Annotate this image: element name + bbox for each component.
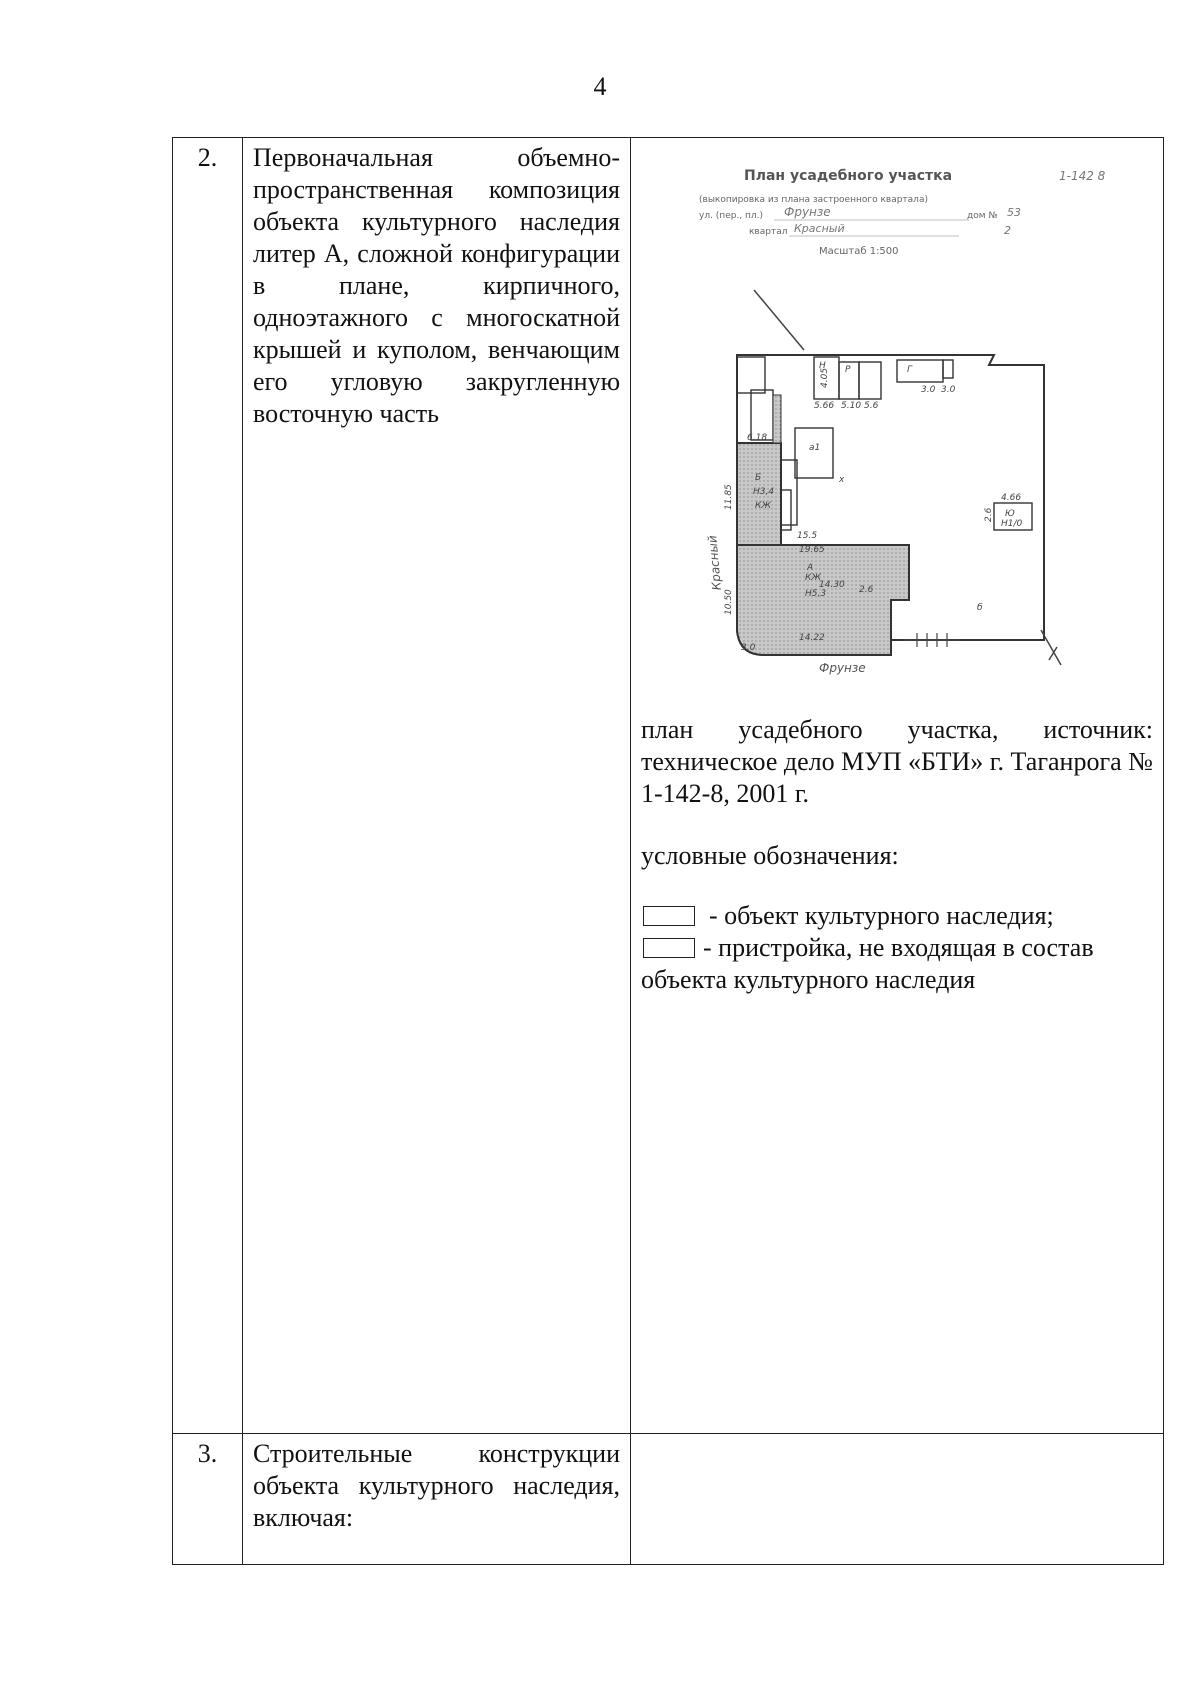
legend-item — [641, 932, 1153, 996]
plan-scale: Масштаб 1:500 — [819, 246, 899, 257]
svg-text:2.6: 2.6 — [859, 585, 874, 595]
svg-text:Б: Б — [755, 473, 762, 483]
plan-subtitle: (выкопировка из плана застроенного квартала) — [699, 195, 928, 205]
svg-text:5.10: 5.10 — [841, 401, 862, 411]
plan-quarter: Красный — [794, 222, 845, 235]
legend-text: - пристройка, не входящая в состав объекта культурного наследия — [641, 933, 1094, 994]
svg-text:Н1/0: Н1/0 — [1001, 519, 1023, 529]
north-arrow-icon — [754, 290, 804, 350]
svg-text:6.18: 6.18 — [747, 433, 768, 443]
row-description: Строительные конструкции объекта культурного наследия, включая: — [243, 1434, 631, 1565]
svg-text:14.22: 14.22 — [799, 633, 825, 643]
site-plan-drawing — [659, 160, 1119, 700]
svg-text:14.30: 14.30 — [819, 580, 845, 590]
svg-text:5.6: 5.6 — [864, 401, 879, 411]
plan-quarter-prefix: квартал — [749, 227, 788, 237]
street-label-left: Красный — [705, 534, 724, 591]
legend-item — [641, 900, 1153, 932]
attributes-table — [172, 137, 1164, 1565]
svg-text:15.5: 15.5 — [797, 531, 818, 541]
svg-text:11.85: 11.85 — [724, 484, 734, 510]
table-row — [173, 138, 1164, 1434]
svg-text:Ю: Ю — [1005, 509, 1015, 519]
svg-text:КЖ: КЖ — [805, 573, 822, 583]
svg-text:3.0: 3.0 — [741, 643, 756, 653]
svg-text:Н: Н — [819, 361, 826, 371]
svg-text:Р: Р — [845, 365, 851, 375]
svg-text:4.66: 4.66 — [1001, 493, 1022, 503]
svg-text:3.0: 3.0 — [941, 385, 956, 395]
plan-quarter-no: 2 — [1004, 224, 1011, 237]
legend-text: - объект культурного наследия; — [709, 901, 1054, 930]
legend-swatch-icon — [643, 938, 695, 958]
svg-text:2.6: 2.6 — [984, 507, 994, 522]
svg-text:а1: а1 — [809, 443, 821, 453]
plan-street-prefix: ул. (пер., пл.) — [699, 211, 764, 221]
street-label-bottom: Фрунзе — [819, 661, 866, 675]
plan-house-prefix: дом № — [967, 211, 998, 221]
svg-text:4.05: 4.05 — [820, 367, 830, 388]
svg-text:КЖ: КЖ — [755, 501, 772, 511]
svg-text:Н5,3: Н5,3 — [805, 589, 827, 599]
svg-text:19.65: 19.65 — [799, 545, 825, 555]
table-row — [173, 1434, 1164, 1565]
svg-text:х: х — [839, 475, 845, 485]
svg-text:Г: Г — [907, 365, 913, 375]
row-description: Первоначальная объемно-пространственная композиция объекта культурного наследия литер А, сложной конфигурации в плане, кирпичного, одноэтажного с многоскатной крышей и куполом, венчающим его угловую закругленную восточную часть — [243, 138, 631, 1434]
plan-street: Фрунзе — [784, 205, 831, 219]
row-empty-cell — [631, 1434, 1164, 1565]
row-number: 2. — [173, 138, 243, 1434]
svg-text:б: б — [977, 603, 983, 613]
row-number: 3. — [173, 1434, 243, 1565]
svg-text:10.50: 10.50 — [724, 589, 734, 615]
row-illustration-cell — [631, 138, 1164, 1434]
corner-mark-icon — [1041, 630, 1061, 665]
legend-swatch-icon — [643, 906, 695, 926]
plan-house: 53 — [1007, 206, 1021, 219]
plan-code: 1-142 8 — [1059, 169, 1106, 183]
page-number: 4 — [593, 72, 607, 101]
svg-text:3.0: 3.0 — [921, 385, 936, 395]
svg-text:А: А — [807, 563, 814, 573]
plan-caption: план усадебного участка, источник: техническое дело МУП «БТИ» г. Таганрога № 1-142-8, 2001 г. — [641, 715, 1153, 808]
svg-text:Н3,4: Н3,4 — [753, 487, 775, 497]
legend-title: условные обозначения: — [641, 841, 899, 870]
plan-title: План усадебного участка — [744, 168, 953, 184]
svg-text:5.66: 5.66 — [814, 401, 835, 411]
